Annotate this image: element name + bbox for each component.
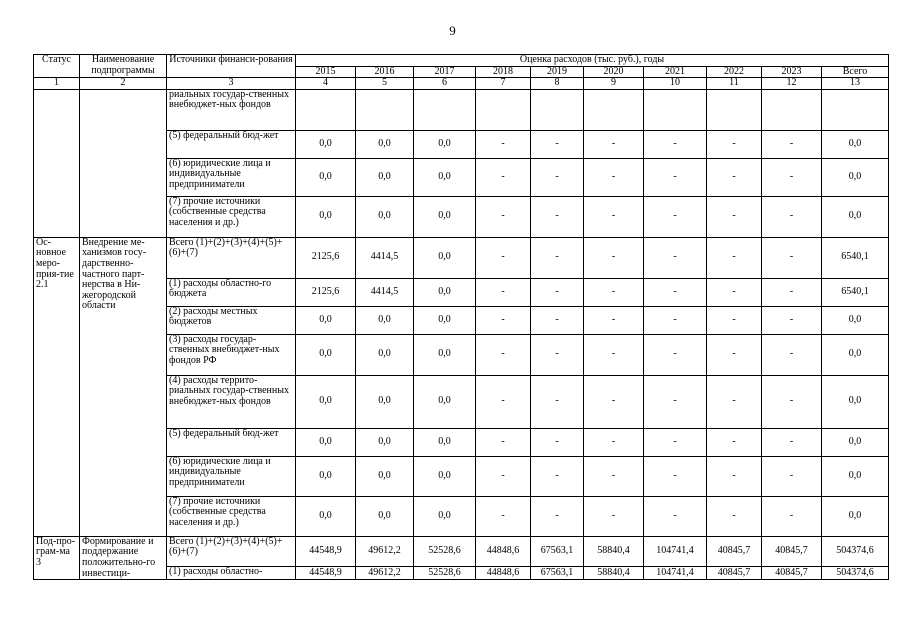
value-cell: - [584,306,644,334]
value-cell: 40845,7 [707,567,762,580]
header-year: 2017 [414,66,476,78]
value-cell: 0,0 [414,428,476,456]
value-cell: - [707,496,762,536]
value-cell: 6540,1 [822,237,889,278]
column-number: 5 [356,78,414,90]
value-cell: 0,0 [414,334,476,375]
column-number: 8 [531,78,584,90]
value-cell [476,89,531,130]
value-cell: 0,0 [822,496,889,536]
value-cell: - [762,456,822,496]
value-cell: 58840,4 [584,567,644,580]
value-cell: - [476,130,531,158]
source-cell: (1) расходы областно-го бюджета [167,278,296,306]
value-cell [356,89,414,130]
table-row [34,237,889,278]
value-cell: - [707,130,762,158]
value-cell: 0,0 [822,334,889,375]
subprogram-name-cell [80,89,167,237]
value-cell: - [531,456,584,496]
header-spending-group: Оценка расходов (тыс. руб.), годы [296,55,889,67]
value-cell: 49612,2 [356,567,414,580]
value-cell: - [476,496,531,536]
value-cell: 0,0 [356,334,414,375]
header-year: 2019 [531,66,584,78]
value-cell: - [476,196,531,237]
source-cell: (6) юридические лица и индивидуальные предприниматели [167,456,296,496]
value-cell: - [584,375,644,428]
value-cell: 104741,4 [644,567,707,580]
value-cell: 0,0 [356,306,414,334]
value-cell: - [707,428,762,456]
value-cell: - [644,496,707,536]
value-cell: - [762,334,822,375]
value-cell [822,89,889,130]
value-cell: - [584,237,644,278]
value-cell: - [644,158,707,196]
value-cell: - [584,196,644,237]
value-cell: 0,0 [414,237,476,278]
header-year: 2020 [584,66,644,78]
value-cell: - [584,456,644,496]
column-number: 13 [822,78,889,90]
status-cell [34,89,80,237]
column-number: 11 [707,78,762,90]
status-cell: Ос-новное меро-прия-тие 2.1 [34,237,80,536]
value-cell: 0,0 [822,428,889,456]
value-cell: - [762,496,822,536]
value-cell: - [644,428,707,456]
value-cell: - [476,158,531,196]
value-cell: 0,0 [356,196,414,237]
value-cell: - [531,375,584,428]
value-cell: 0,0 [414,158,476,196]
value-cell: - [476,306,531,334]
value-cell: 0,0 [822,306,889,334]
source-cell: риальных государ-ственных внебюджет-ных фондов [167,89,296,130]
value-cell: - [584,428,644,456]
value-cell: - [707,456,762,496]
value-cell: 58840,4 [584,536,644,567]
source-cell: (5) федеральный бюд-жет [167,428,296,456]
value-cell [296,89,356,130]
value-cell: - [707,334,762,375]
value-cell: - [476,237,531,278]
value-cell: 2125,6 [296,237,356,278]
value-cell: 0,0 [356,496,414,536]
value-cell: - [762,130,822,158]
value-cell: - [762,375,822,428]
header-year: 2022 [707,66,762,78]
value-cell: 49612,2 [356,536,414,567]
value-cell: - [707,278,762,306]
header-subprogram: Наименование подпрограммы [80,55,167,78]
value-cell: 67563,1 [531,536,584,567]
value-cell: 52528,6 [414,536,476,567]
header-year: 2015 [296,66,356,78]
header-status: Статус [34,55,80,78]
value-cell: - [762,237,822,278]
value-cell: 0,0 [822,158,889,196]
value-cell: 504374,6 [822,567,889,580]
value-cell: 0,0 [414,130,476,158]
value-cell [762,89,822,130]
value-cell: - [531,158,584,196]
value-cell: - [584,158,644,196]
value-cell: - [762,306,822,334]
value-cell: - [644,278,707,306]
source-cell: (7) прочие источники (собственные средства населения и др.) [167,196,296,237]
column-number: 4 [296,78,356,90]
value-cell: 44848,6 [476,567,531,580]
value-cell: 67563,1 [531,567,584,580]
value-cell: 4414,5 [356,237,414,278]
value-cell [414,89,476,130]
value-cell: 0,0 [822,456,889,496]
value-cell: - [584,278,644,306]
value-cell: 104741,4 [644,536,707,567]
subprogram-name-cell: Внедрение ме-ханизмов госу-дарственно-частного парт-нерства в Ни-жегородской области [80,237,167,536]
column-number: 10 [644,78,707,90]
column-number: 7 [476,78,531,90]
value-cell [644,89,707,130]
column-number: 3 [167,78,296,90]
value-cell: - [644,237,707,278]
value-cell: 2125,6 [296,278,356,306]
value-cell: - [531,196,584,237]
value-cell: 0,0 [414,375,476,428]
value-cell: 0,0 [356,158,414,196]
value-cell: - [476,278,531,306]
header-year: 2018 [476,66,531,78]
column-number: 9 [584,78,644,90]
header-year: Всего [822,66,889,78]
value-cell: 0,0 [296,130,356,158]
value-cell: 0,0 [414,196,476,237]
value-cell: 0,0 [296,428,356,456]
value-cell: - [707,306,762,334]
column-number: 6 [414,78,476,90]
source-cell: (7) прочие источники (собственные средства населения и др.) [167,496,296,536]
value-cell: - [762,278,822,306]
value-cell: 40845,7 [762,567,822,580]
value-cell: 44548,9 [296,567,356,580]
value-cell: - [584,130,644,158]
value-cell: - [762,196,822,237]
value-cell: - [707,375,762,428]
source-cell: (5) федеральный бюд-жет [167,130,296,158]
value-cell: - [644,456,707,496]
value-cell: 0,0 [356,456,414,496]
value-cell: 504374,6 [822,536,889,567]
source-cell: (2) расходы местных бюджетов [167,306,296,334]
value-cell: - [707,196,762,237]
value-cell: - [531,428,584,456]
value-cell: 52528,6 [414,567,476,580]
header-year: 2016 [356,66,414,78]
value-cell: - [644,306,707,334]
value-cell: - [531,334,584,375]
status-cell: Под-про-грам-ма 3 [34,536,80,579]
value-cell: - [584,496,644,536]
value-cell: 44548,9 [296,536,356,567]
value-cell: - [531,306,584,334]
source-cell: (4) расходы террито-риальных государ-ственных внебюджет-ных фондов [167,375,296,428]
value-cell [707,89,762,130]
table-row [34,536,889,567]
value-cell: 44848,6 [476,536,531,567]
column-number: 2 [80,78,167,90]
header-sources: Источники финанси-рования [167,55,296,78]
value-cell: - [584,334,644,375]
value-cell: 0,0 [822,375,889,428]
value-cell: - [476,456,531,496]
value-cell: - [762,158,822,196]
header-year: 2023 [762,66,822,78]
header-year: 2021 [644,66,707,78]
value-cell: 0,0 [414,278,476,306]
value-cell: - [644,130,707,158]
value-cell: 0,0 [296,334,356,375]
value-cell: 0,0 [296,456,356,496]
column-number: 1 [34,78,80,90]
value-cell: - [644,196,707,237]
value-cell: 0,0 [296,306,356,334]
value-cell: 0,0 [356,428,414,456]
value-cell: 0,0 [414,496,476,536]
source-cell: Всего (1)+(2)+(3)+(4)+(5)+(6)+(7) [167,237,296,278]
value-cell: - [476,428,531,456]
value-cell: 0,0 [296,158,356,196]
source-cell: (1) расходы областно- [167,567,296,580]
value-cell: 0,0 [414,306,476,334]
value-cell: 0,0 [414,456,476,496]
value-cell: - [531,496,584,536]
value-cell: 4414,5 [356,278,414,306]
page-number: 9 [449,23,456,38]
value-cell [531,89,584,130]
value-cell: - [644,334,707,375]
value-cell: - [476,375,531,428]
source-cell: (6) юридические лица и индивидуальные предприниматели [167,158,296,196]
value-cell: - [707,158,762,196]
source-cell: Всего (1)+(2)+(3)+(4)+(5)+(6)+(7) [167,536,296,567]
value-cell: - [762,428,822,456]
value-cell: 0,0 [822,130,889,158]
value-cell: - [531,278,584,306]
value-cell: 0,0 [296,375,356,428]
value-cell: - [644,375,707,428]
value-cell: 0,0 [296,496,356,536]
column-number: 12 [762,78,822,90]
value-cell [584,89,644,130]
value-cell: 0,0 [296,196,356,237]
value-cell: 0,0 [356,375,414,428]
source-cell: (3) расходы государ-ственных внебюджет-ных фондов РФ [167,334,296,375]
value-cell: - [707,237,762,278]
table-row [34,89,889,130]
value-cell: 0,0 [822,196,889,237]
budget-table [33,54,889,580]
value-cell: 40845,7 [762,536,822,567]
value-cell: - [531,130,584,158]
value-cell: - [531,237,584,278]
value-cell: - [476,334,531,375]
value-cell: 6540,1 [822,278,889,306]
value-cell: 0,0 [356,130,414,158]
subprogram-name-cell: Формирование и поддержание положительно-го инвестици- [80,536,167,579]
value-cell: 40845,7 [707,536,762,567]
